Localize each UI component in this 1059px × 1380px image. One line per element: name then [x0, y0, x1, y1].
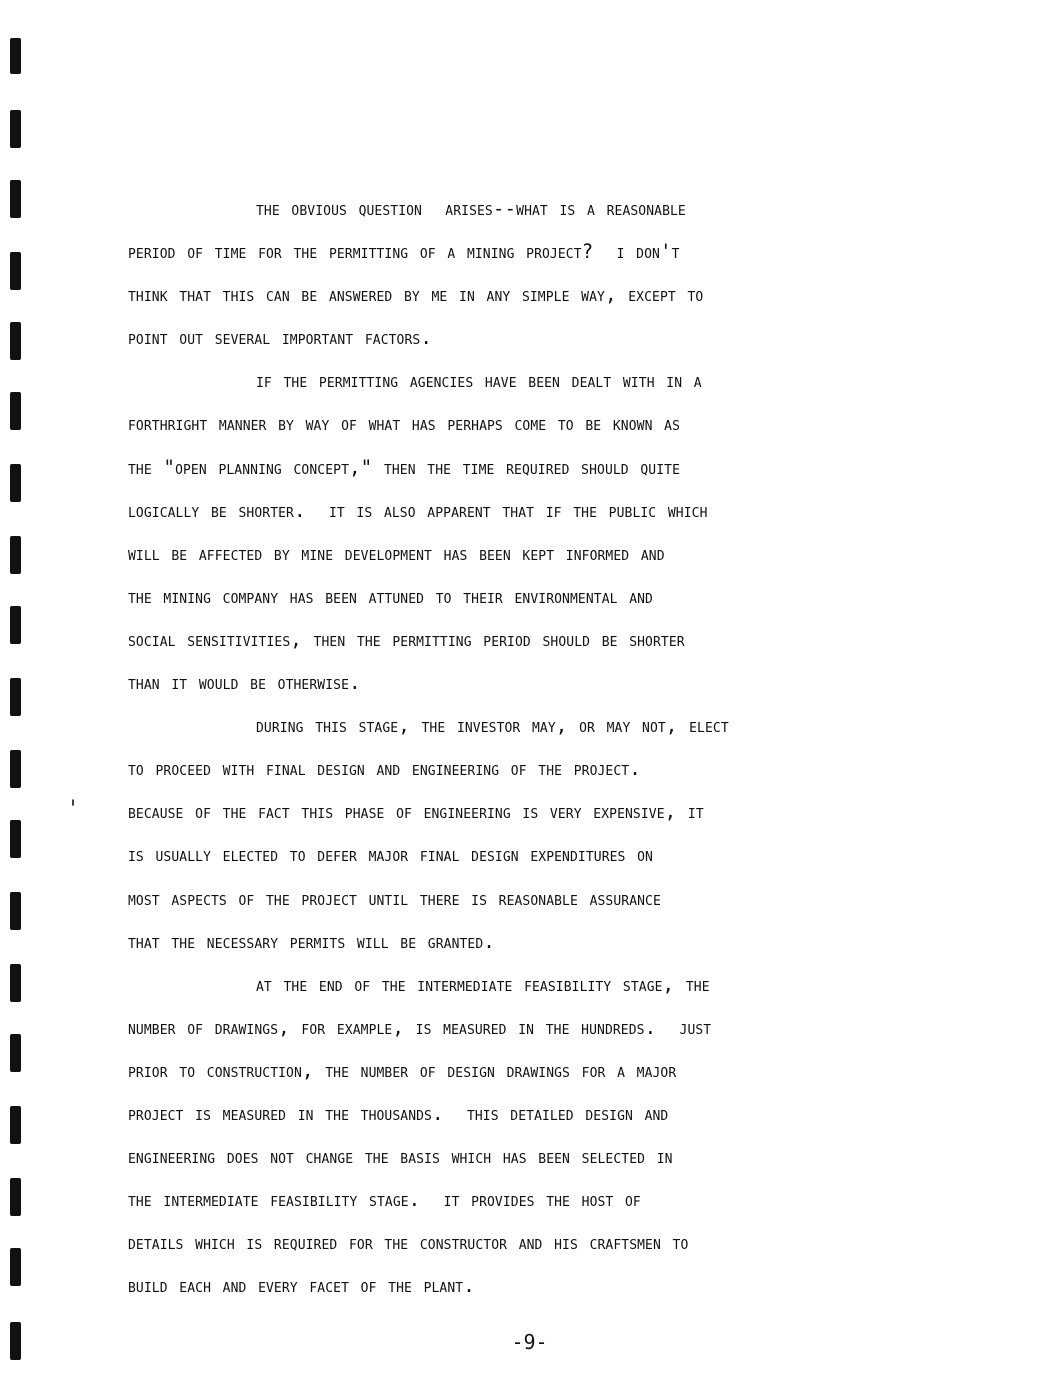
text-line: the "open planning concept," then the time required should quite	[128, 455, 681, 479]
document-body	[128, 187, 1008, 1307]
text-line: at the end of the intermediate feasibility stage, the	[256, 972, 710, 996]
text-line: because of the fact this phase of engineering is very expensive, it	[128, 800, 704, 824]
binding-mark	[10, 536, 21, 574]
binding-mark	[10, 1248, 21, 1286]
binding-mark	[10, 820, 21, 858]
text-line: period of time for the permitting of a mining project? i don't	[128, 240, 680, 264]
binding-mark	[10, 606, 21, 644]
binding-mark	[10, 322, 21, 360]
text-line: will be affected by mine development has been kept informed and	[128, 541, 665, 565]
binding-mark	[10, 750, 21, 788]
stray-ink-mark: '	[70, 797, 77, 822]
text-line: if the permitting agencies have been dealt with in a	[256, 369, 702, 393]
text-line: the intermediate feasibility stage. it provides the host of	[128, 1188, 641, 1212]
text-line: that the necessary permits will be granted.	[128, 929, 495, 953]
binding-mark	[10, 892, 21, 930]
text-line: number of drawings, for example, is measured in the hundreds. just	[128, 1015, 712, 1039]
text-line: is usually elected to defer major final design expenditures on	[128, 843, 653, 867]
text-line: logically be shorter. it is also apparent that if the public which	[128, 498, 708, 522]
text-line: point out several important factors.	[128, 326, 432, 350]
binding-mark	[10, 252, 21, 290]
binding-mark	[10, 110, 21, 148]
page-number: -9-	[511, 1330, 548, 1354]
binding-mark	[10, 678, 21, 716]
text-line: social sensitivities, then the permitting period should be shorter	[128, 627, 685, 651]
text-line: most aspects of the project until there is reasonable assurance	[128, 886, 661, 910]
binding-mark	[10, 1106, 21, 1144]
binding-mark	[10, 392, 21, 430]
text-line: think that this can be answered by me in any simple way, except to	[128, 283, 704, 307]
text-line: engineering does not change the basis which has been selected in	[128, 1145, 673, 1169]
text-line: details which is required for the constructor and his craftsmen to	[128, 1231, 689, 1255]
text-line: build each and every facet of the plant.	[128, 1274, 475, 1298]
binding-mark	[10, 180, 21, 218]
text-line: to proceed with final design and engineering of the project.	[128, 757, 641, 781]
binding-hole-marks	[0, 0, 40, 1380]
text-line: the mining company has been attuned to their environmental and	[128, 584, 653, 608]
text-line: project is measured in the thousands. this detailed design and	[128, 1101, 669, 1125]
text-line: prior to construction, the number of design drawings for a major	[128, 1058, 677, 1082]
text-line: during this stage, the investor may, or may not, elect	[256, 714, 729, 738]
text-line: than it would be otherwise.	[128, 671, 361, 695]
text-line: forthright manner by way of what has perhaps come to be known as	[128, 412, 681, 436]
binding-mark	[10, 1034, 21, 1072]
binding-mark	[10, 464, 21, 502]
binding-mark	[10, 38, 21, 74]
text-line: the obvious question arises--what is a reasonable	[256, 197, 686, 220]
binding-mark	[10, 964, 21, 1002]
binding-mark	[10, 1178, 21, 1216]
